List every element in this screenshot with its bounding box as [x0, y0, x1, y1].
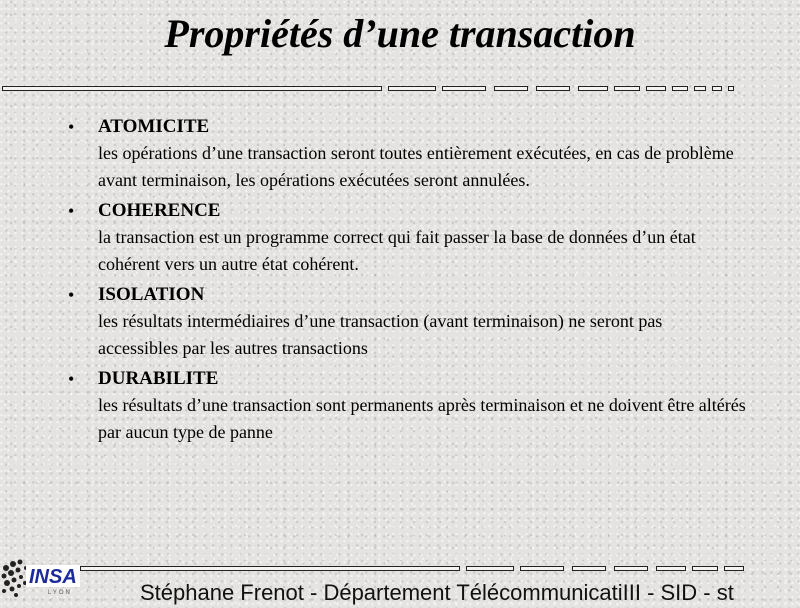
- bullet-icon: •: [68, 285, 75, 305]
- bullet-term: COHERENCE: [98, 200, 221, 221]
- bullet-icon: •: [68, 117, 75, 137]
- list-item-atomicite: [66, 114, 746, 193]
- title-divider: [0, 86, 800, 94]
- bullet-term: ATOMICITE: [98, 116, 210, 137]
- bullet-description: les résultats intermédiaires d’une transaction (avant terminaison) ne seront pas accessibles par les autres transactions: [98, 311, 663, 358]
- bullet-description: les résultats d’une transaction sont permanents après terminaison et ne doivent être altérés par aucun type de panne: [98, 395, 746, 442]
- list-item-coherence: [66, 198, 746, 277]
- footer-text: [140, 578, 800, 608]
- bullet-icon: •: [68, 201, 75, 221]
- bullet-icon: •: [68, 369, 75, 389]
- bullet-term: DURABILITE: [98, 368, 219, 389]
- slide-title: Propriétés d’une transaction: [164, 11, 636, 56]
- bullet-description: la transaction est un programme correct qui fait passer la base de données d’un état cohérent vers un autre état cohérent.: [98, 227, 696, 274]
- svg-text:INSA: INSA: [29, 566, 77, 588]
- bullet-description: les opérations d’une transaction seront toutes entièrement exécutées, en cas de problème avant terminaison, les opérations exécutées seront annulées.: [98, 143, 734, 190]
- footer-author: Stéphane Frenot - Département Télécommunicati: [140, 580, 623, 605]
- bullet-term: ISOLATION: [98, 284, 205, 305]
- svg-text:LYON: LYON: [48, 590, 72, 596]
- insa-logo-icon: [0, 556, 84, 600]
- list-item-isolation: [66, 282, 746, 361]
- list-item-durabilite: [66, 366, 746, 445]
- property-list: [66, 114, 746, 450]
- footer-overlap: III - SID - st: [622, 580, 734, 605]
- footer-divider: [78, 566, 800, 574]
